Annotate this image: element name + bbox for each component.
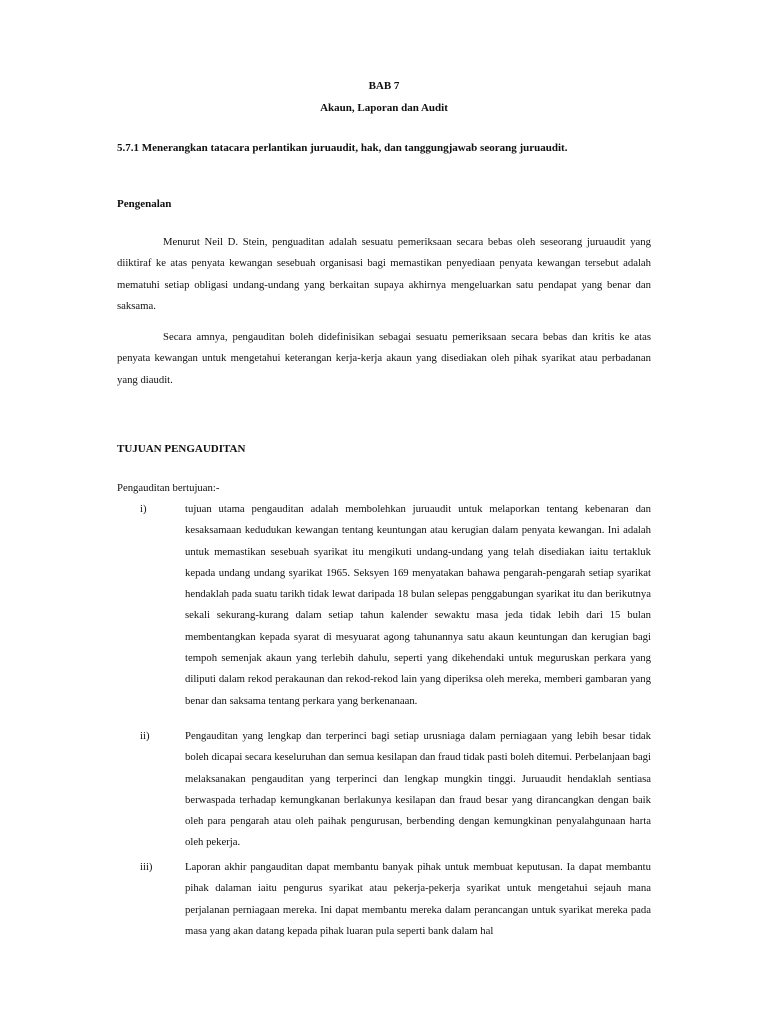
item-text-iii: Laporan akhir pangauditan dapat membantu banyak pihak untuk membuat keputusan. Ia dapat membantu pihak dalaman iaitu pengurus syarikat atau pekerja-pekerja syarikat untuk mengetahui sejauh mana perjalanan perniagaan mereka. Ini dapat membantu mereka dalam perancangan untuk syarikat mereka pada masa yang akan datang kepada pihak luaran pula seperti bank dalam hal [185, 861, 651, 937]
purpose-intro: Pengauditan bertujuan:- [117, 482, 220, 494]
chapter-number: BAB 7 [368, 80, 400, 92]
intro-paragraph-1-text: Menurut Neil D. Stein, penguaditan adalah sesuatu pemeriksaan secara bebas oleh seseorang juruaudit yang diiktiraf ke atas penyata kewangan sesebuah organisasi bagi memastikan penyediaan penyata kewangan tersebut adalah mematuhi setiap obligasi undang-undang yang berkaitan supaya akhirnya mengeluarkan satu pendapat yang benar dan saksama. [117, 236, 651, 312]
item-text-i: tujuan utama pengauditan adalah membolehkan juruaudit untuk melaporkan tentang kebenaran dan kesaksamaan kedudukan kewangan tentang keuntungan atau kerugian dalam penyata kewangan. Ini adalah untuk memastikan sesebuah syarikat itu mengikuti undang-undang yang telah disediakan iaitu tertakluk kepada undang undang syarikat 1965. Seksyen 169 menyatakan bahawa pengarah-pengarah setiap syarikat hendaklah pada suatu tarikh tidak lewat daripada 18 bulan selepas penggabungan syarikat itu dan berikutnya sekali sekurang-kurang dalam setiap tahun kalender sewaktu masa jeda tidak lebih dari 15 bulan membentangkan kepada syarat di mesyuarat agong tahunannya satu akaun keuntungan dan kerugian bagi tempoh semenjak akaun yang terlebih dahulu, seperti yang dikehendaki untuk meguruskan perkara yang diliputi dalam rekod perakaunan dan rekod-rekod lain yang diperiksa oleh mereka, memberi gambaran yang benar dan saksama tentang perkara yang berkenanaan. [185, 503, 651, 707]
item-text-ii: Pengauditan yang lengkap dan terperinci bagi setiap urusniaga dalam perniagaan yang lebih besar tidak boleh dicapai secara keseluruhan dan semua kesilapan dan fraud tidak pasti boleh ditemui. Perbelanjaan bagi melaksanakan pengauditan yang terperinci dan lengkap mungkin tinggi. Juruaudit hendaklah sentiasa berwaspada terhadap kemungkanan berlakunya kesilapan dan fraud besar yang dirancangkan dengan baik oleh para pengarah atau oleh paihak pengurusan, berbending dengan kemungkinan penyalahgunaan harta oleh pekerja. [185, 730, 651, 849]
intro-heading: Pengenalan [117, 198, 172, 210]
purpose-heading: TUJUAN PENGAUDITAN [117, 443, 246, 455]
item-number-i: i) [140, 503, 147, 515]
item-number-ii: ii) [140, 730, 150, 742]
chapter-title: Akaun, Laporan dan Audit [320, 102, 448, 114]
intro-paragraph-2 [117, 327, 651, 391]
item-number-iii: iii) [140, 861, 153, 873]
intro-paragraph-1 [117, 232, 651, 317]
intro-paragraph-2-text: Secara amnya, pengauditan boleh didefinisikan sebagai sesuatu pemeriksaan secara bebas dan kritis ke atas penyata kewangan untuk mengetahui keterangan kerja-kerja akaun yang disediakan oleh pihak syarikat atau perbadanan yang diaudit. [117, 331, 651, 386]
section-heading: 5.7.1 Menerangkan tatacara perlantikan juruaudit, hak, dan tanggungjawab seorang juruaudit. [117, 142, 568, 154]
